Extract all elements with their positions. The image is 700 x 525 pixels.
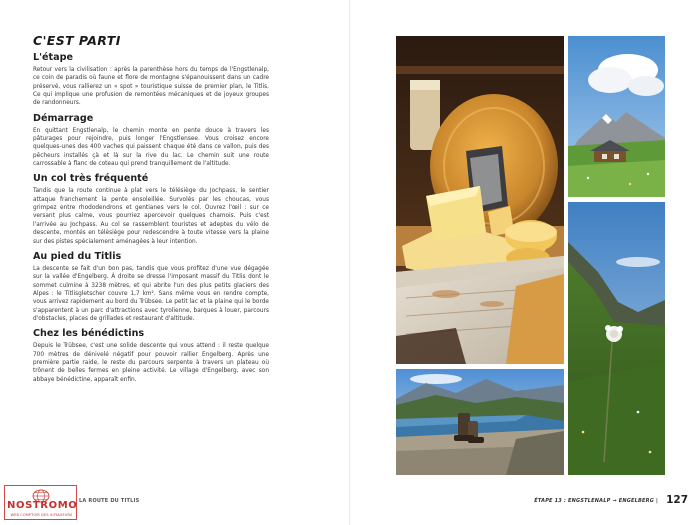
nostromo-logo bbox=[4, 485, 77, 520]
flower-photo bbox=[568, 202, 665, 475]
chapter-heading: C'EST PARTI bbox=[33, 33, 121, 48]
section-text: Retour vers la civilisation : après la parenthèse hors du temps de l'Engstlenalp, ce coin de paradis où faune et flore de montagne s'épanouissent dans un cadre préservé, vous rallierez un « spot » touristique suisse de premier plan, le Titlis. Ce qui implique une profusion de remontées mécaniques et de joyeux groupes de randonneurs. bbox=[33, 65, 269, 107]
section-title: Démarrage bbox=[33, 112, 94, 124]
section-title: Au pied du Titlis bbox=[33, 250, 122, 262]
section-title: Chez les bénédictins bbox=[33, 328, 145, 340]
section-text: Tandis que la route continue à plat vers le télésiège du Jochpass, le sentier attaque franchement la pente ensoleillée. Survolés par les choucas, vous grimpez entre rhododendrons et gentianes vers le col. Ouvrez l'œil : sur ce versant plus calme, vous pourriez apercevoir quelques chamois. Puis c'est l'arrivée au Jochpass. Au col se rassemblent touristes et adeptes du vélo de descente, montés en télésiège pour redescendre à toute vitesse vers la plaine sur des pistes spécialement aménagées à leur intention. bbox=[33, 186, 269, 245]
logo-tagline: WEB COMPTOIR DES VOYAGEURS bbox=[10, 513, 73, 517]
footer-right-running-title: ÉTAPE 13 : ENGSTLENALP → ENGELBERG | bbox=[534, 498, 658, 504]
section-title: Un col très fréquenté bbox=[33, 173, 149, 185]
section-text: Depuis le Trübsee, c'est une solide descente qui vous attend : il reste quelque 700 mètres de dénivelé négatif pour pouvoir rallier Engelberg. Après une première partie raide, le reste du parcours serpente à travers un plateau où trônent de belles fermes en pleine activité. Le village d'Engelberg, avec son abbaye bénédictine, apparaît enfin. bbox=[33, 341, 269, 383]
logo-brand: NOSTROMO bbox=[7, 500, 78, 511]
article-body bbox=[33, 52, 269, 389]
page-number: 127 bbox=[666, 494, 688, 506]
page-gutter bbox=[349, 0, 351, 525]
section-text: La descente se fait d'un bon pas, tandis que vous profitez d'une vue dégagée sur la vallée d'Engelberg. À droite se dresse l'imposant massif du Titlis dont le sommet culmine à 3238 mètres, et qui abrite l'un des plus petits glaciers des Alpes : le Titlisgletscher couvre 1,7 km². Sans même vous en rendre compte, vous arrivez rapidement au bord du Trübsee. Le petit lac et la plaine qui le borde s'apparentent à un parc d'attractions avec tyrolienne, barques à louer, parcours d'obstacles, places de grillades et restaurant d'altitude. bbox=[33, 263, 269, 322]
section-titlis bbox=[33, 251, 269, 322]
lake-photo bbox=[396, 369, 564, 475]
cheese-photo bbox=[396, 36, 564, 364]
section-title: L'étape bbox=[33, 52, 73, 63]
footer-left-running-title: LA ROUTE DU TITLIS bbox=[79, 498, 140, 504]
section-etape bbox=[33, 52, 269, 107]
section-col bbox=[33, 173, 269, 244]
section-benedictins bbox=[33, 328, 269, 383]
chalet-photo bbox=[568, 36, 665, 197]
section-demarrage bbox=[33, 113, 269, 168]
section-text: En quittant Engstlenalp, le chemin monte en pente douce à travers les pâturages pour rejoindre, puis longer l'Engstlensee. Vous croisez encore quelques-unes des 400 vaches qui paissent chaque été dans ce vallon, puis des pêcheurs installés çà et là sur la rive du lac. Le chemin suit une route carrossable à flanc de coteau qui prend tranquillement de l'altitude. bbox=[33, 125, 269, 168]
